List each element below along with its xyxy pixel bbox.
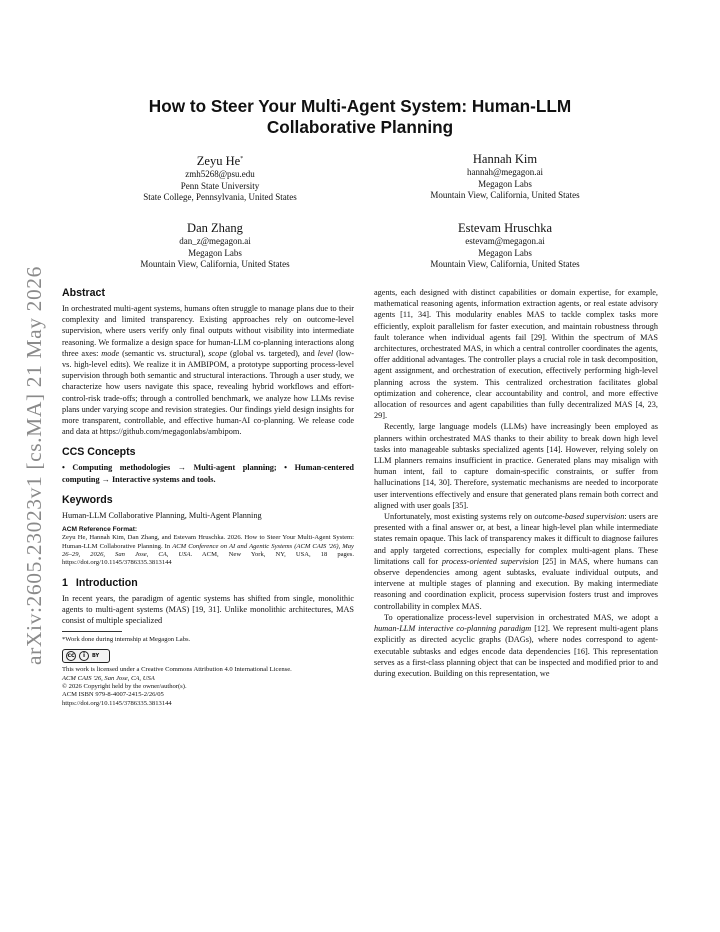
- keywords-heading: Keywords: [62, 493, 113, 506]
- license-block: [62, 666, 354, 707]
- body-paragraph: Unfortunately, most existing systems rely on outcome-based supervision: users are presented with a final answer or, at best, a linear high-level plan while intermediate states remain opaque. This lack of transparency makes it difficult to diagnose failures and apply targeted corrections, especially for complex multi-agent plans. These limitations call for process-oriented supervision [25] in MAS, where humans can observe dependencies among agent subtasks, evaluate individual outputs, and intervene at multiple stages of planning and execution. By making intermediate reasoning and coordination explicit, process supervision fosters trust and improves controllability in complex MAS.: [374, 512, 658, 611]
- intro-number: 1: [62, 576, 68, 589]
- title-line-1: How to Steer Your Multi-Agent System: Human-LLM: [148, 96, 572, 116]
- acm-reference: [62, 526, 354, 567]
- ccs-heading: CCS Concepts: [62, 446, 136, 459]
- by-label: BY: [92, 652, 100, 659]
- author-email: hannah@megagon.ai: [466, 167, 543, 177]
- author-footnote-mark: *: [240, 156, 244, 162]
- author-location: Mountain View, California, United States: [430, 190, 580, 200]
- title-line-2: Collaborative Planning: [266, 117, 454, 137]
- intro-text: In recent years, the paradigm of agentic systems has shifted from single, monolithic agents to multi-agent systems (MAS) [19, 31]. Unlike monolithic architectures, MAS consist of multiple specialized: [62, 593, 354, 625]
- conference-line: ACM CAIS '26, San Jose, CA, USA: [62, 674, 155, 682]
- author-affiliation: Megagon Labs: [478, 247, 532, 258]
- left-column: [62, 287, 354, 708]
- footnote: *Work done during internship at Megagon Labs.: [62, 636, 191, 644]
- author-name: Hannah Kim: [472, 152, 538, 166]
- isbn-line: ACM ISBN 979-8-4007-2415-2/26/05: [62, 691, 164, 699]
- paper-title: [100, 96, 620, 138]
- author-affiliation: Penn State University: [180, 180, 260, 191]
- cc-by-badge: [62, 649, 110, 663]
- author-name: Dan Zhang: [187, 221, 243, 235]
- author-location: Mountain View, California, United States: [140, 259, 290, 269]
- ccs-text: • Computing methodologies → Multi-agent planning; • Human-centered computing → Interactive systems and tools.: [62, 463, 354, 484]
- body-paragraph: Recently, large language models (LLMs) have increasingly been employed as planners within orchestrated MAS thanks to their ability to break down high level tasks into manageable subtasks specialized agents [14]. However, relying solely on LLM planners remains insufficient in practice. Generated plans may misalign with human intent, fail to capture domain-specific constraints, or suffer from hallucinations [14, 30]. Therefore, systematic mechanisms are needed to incorporate user interventions effectively and ensure that generated plans remain both correct and aligned with user goals [35].: [374, 422, 658, 510]
- intro-heading: [62, 577, 354, 590]
- abstract-heading: Abstract: [62, 287, 105, 299]
- author-email: estevam@megagon.ai: [465, 236, 545, 246]
- arxiv-id: arXiv:2605.23023v1 [cs.MA] 21 May 2026: [21, 265, 46, 665]
- author-location: State College, Pennsylvania, United States: [143, 192, 297, 203]
- author-email: dan_z@megagon.ai: [179, 236, 251, 246]
- doi-line: https://doi.org/10.1145/3786335.3813144: [62, 699, 172, 707]
- footnote-rule: [62, 631, 122, 632]
- abstract-text: In orchestrated multi-agent systems, humans often struggle to manage plans due to their complexity and limited transparency. Existing approaches rely on outcome-level supervision, where users verify only final outputs without visibility into intermediate reasoning. We formalize a design space for human-LLM co-planning interactions along three axes: mode (semantic vs. structural), scope (global vs. targeted), and level (low- vs. high-level edits). We realize it in AMBIPOM, a prototype supporting process-level supervision through both semantic and structural interactions. Through a user study, we characterize how users navigate this space, revealing hybrid workflows and effort-control-risk trade-offs; through a controlled benchmark, we analyze how LLMs revise plans under varying scope and revision strategies. Our findings yield design insights for more transparent, controllable, and effective human-AI co-planning. We release code and data at https://github.com/megagonlabs/ambipom.: [62, 304, 355, 437]
- arxiv-watermark: [14, 250, 54, 680]
- author-name: Estevam Hruschka: [457, 221, 553, 235]
- author-affiliation: Megagon Labs: [478, 178, 532, 189]
- acm-reference-heading: ACM Reference Format:: [62, 526, 138, 534]
- author-name: Zeyu He: [196, 154, 241, 169]
- keywords-text: Human-LLM Collaborative Planning, Multi-Agent Planning: [62, 510, 262, 520]
- author-block-3: [95, 221, 335, 271]
- author-email: zmh5268@psu.edu: [185, 169, 255, 180]
- right-column: [374, 287, 658, 679]
- intro-title: Introduction: [75, 576, 138, 589]
- author-block-1: [100, 152, 340, 204]
- author-block-4: [385, 221, 625, 271]
- by-icon: i: [79, 651, 89, 661]
- copyright-line: © 2026 Copyright held by the owner/author(s).: [62, 683, 187, 691]
- body-paragraph: agents, each designed with distinct capabilities or domain expertise, for example, mathematical reasoning agents, information extraction agents, or real estate advisory agents [11, 34]. This modularity enables MAS to tackle complex tasks more efficiently, exploit parallelism for faster execution, and maintain robustness through fault tolerance when individual agents fail [29]. Within the spectrum of MAS architectures, orchestrated MAS, in which a central controller coordinates the agents, offer additional advantages. The controller plays a crucial role in task decomposition, agent assignment, and orchestration of execution, effectively performing high-level planning across the system. This centralized orchestration facilitates global optimization and coherence, clear accountability and control, and more effective allocation of resources and agent capabilities than fully decentralized MAS [4, 23, 29].: [374, 288, 658, 421]
- acm-reference-text: Zeyu He, Hannah Kim, Dan Zhang, and Estevam Hruschka. 2026. How to Steer Your Multi-Agent System: Human-LLM Collaborative Planning. In ACM Conference on AI and Agentic Systems (ACM CAIS '26), May 26–29, 2026, San Jose, CA, USA. ACM, New York, NY, USA, 18 pages. https://doi.org/10.1145/3786335.3813144: [62, 534, 354, 567]
- body-paragraph: To operationalize process-level supervision in orchestrated MAS, we adopt a human-LLM interactive co-planning paradigm [12]. We represent multi-agent plans explicitly as directed acyclic graphs (DAGs), where nodes correspond to agent-executable subtasks and edges encode data dependencies [16]. This representation serves as a first-class planning object that can be inspected and modified prior to and during execution. Building on this representation, we: [374, 612, 659, 678]
- author-affiliation: Megagon Labs: [188, 247, 242, 258]
- author-block-2: [385, 152, 625, 202]
- cc-icon: cc: [67, 652, 75, 660]
- author-location: Mountain View, California, United States: [430, 259, 580, 269]
- license-line: This work is licensed under a Creative Commons Attribution 4.0 International License.: [62, 666, 292, 674]
